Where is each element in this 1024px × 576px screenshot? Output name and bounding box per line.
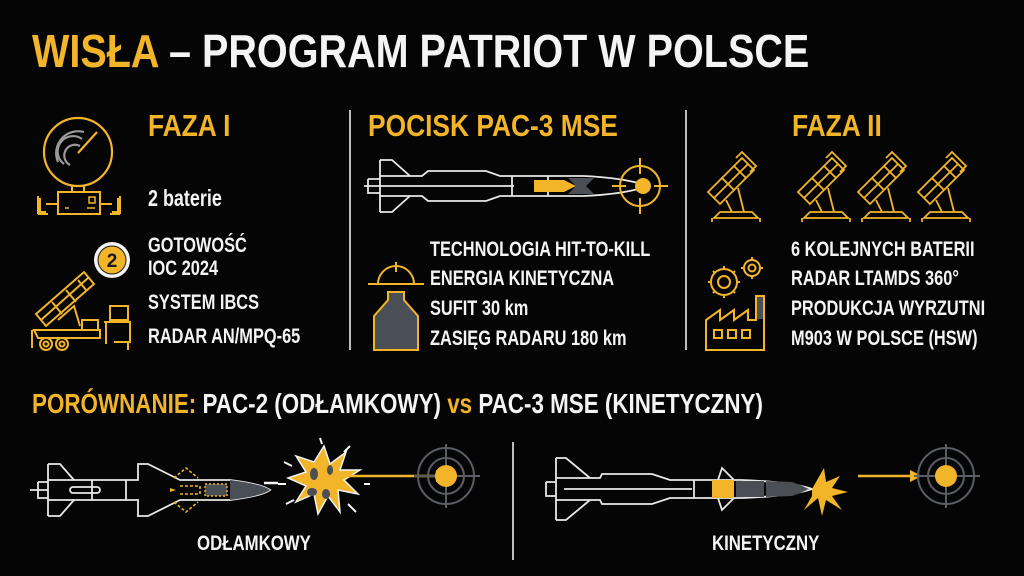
factory-gears-icon xyxy=(702,254,778,352)
missile-item: SUFIT 30 km xyxy=(430,297,529,320)
phase1-item: SYSTEM IBCS xyxy=(148,291,260,314)
column-divider xyxy=(349,110,351,350)
comparison-left-name: PAC-2 (ODŁAMKOWY) xyxy=(196,388,441,419)
missile-item: TECHNOLOGIA HIT-TO-KILL xyxy=(430,238,651,261)
phase1-item: IOC 2024 xyxy=(148,257,219,280)
ceiling-altitude-icon xyxy=(368,262,424,352)
pac2-caption: ODŁAMKOWY xyxy=(197,532,311,555)
phase1-batteries: 2 baterie xyxy=(148,185,222,211)
radar-dish-icon xyxy=(34,108,130,216)
pac3-target-icon xyxy=(858,446,978,510)
phase1-item: RADAR AN/MPQ-65 xyxy=(148,325,301,348)
missile-item: ENERGIA KINETYCZNA xyxy=(430,267,615,290)
pac3-missile-icon xyxy=(542,454,842,524)
pac2-target-icon xyxy=(332,446,492,506)
comparison-right-name: PAC-3 MSE (KINETYCZNY) xyxy=(478,388,763,419)
comparison-divider xyxy=(512,442,514,560)
page-title xyxy=(32,24,809,78)
pac3-caption: KINETYCZNY xyxy=(712,532,820,555)
comparison-prefix: PORÓWNANIE: xyxy=(32,388,197,419)
launcher-truck-icon xyxy=(30,262,140,354)
missile-item: ZASIĘG RADARU 180 km xyxy=(430,327,627,350)
launcher-icons-row xyxy=(700,152,990,222)
phase2-item: 6 KOLEJNYCH BATERII xyxy=(791,238,975,261)
phase2-item: RADAR LTAMDS 360° xyxy=(791,267,959,290)
column-divider xyxy=(685,110,687,350)
comparison-vs: vs xyxy=(440,388,479,419)
phase1-item: GOTOWOŚĆ xyxy=(148,234,247,257)
phase2-item: PRODUKCJA WYRZUTNI xyxy=(791,297,986,320)
pac2-missile-icon xyxy=(30,460,270,520)
missile-heading: POCISK PAC-3 MSE xyxy=(368,108,618,143)
svg-text:2: 2 xyxy=(106,251,118,272)
phase2-item: M903 W POLSCE (HSW) xyxy=(791,327,978,350)
missile-icon xyxy=(364,156,664,216)
title-accent: WISŁA xyxy=(32,25,158,77)
phase1-heading: FAZA I xyxy=(148,108,231,143)
title-rest: – PROGRAM PATRIOT W POLSCE xyxy=(157,25,810,77)
comparison-heading xyxy=(32,388,763,420)
phase2-heading: FAZA II xyxy=(792,108,882,143)
